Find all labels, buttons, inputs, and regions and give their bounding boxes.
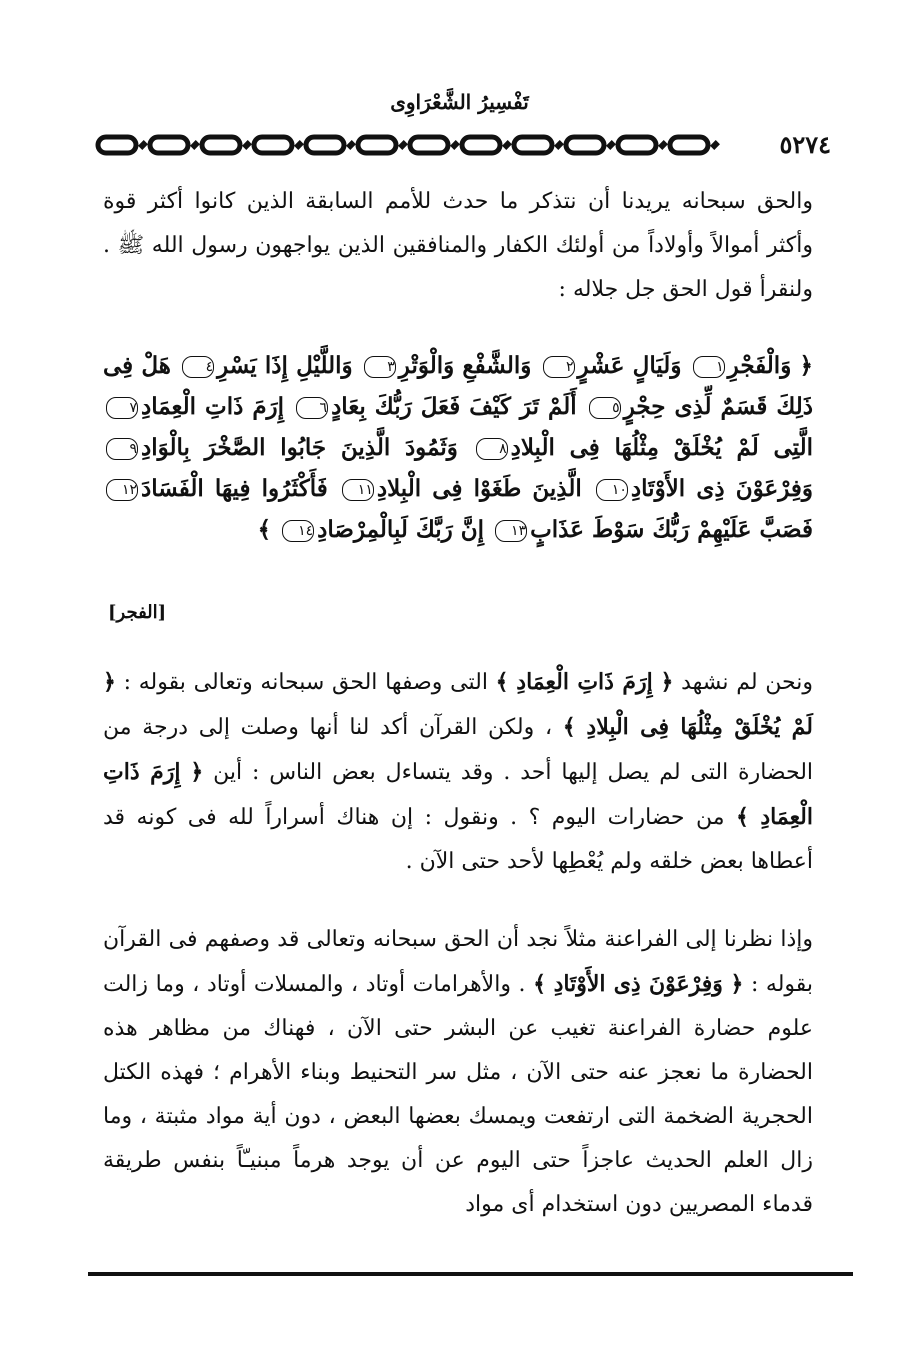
ayah-number: ١٢ — [106, 479, 138, 501]
verse-text: وَفِرْعَوْنَ ذِى الأَوْتَادِ — [630, 475, 813, 502]
quote-close-bracket: ﴾ — [735, 804, 749, 830]
text-run: وإذا نظرنا إلى الفراعنة مثلاً نجد أن الحق سبحانه وتعالى قد وصفهم فى القرآن بقوله : — [103, 927, 814, 997]
ayah-number: ٨ — [476, 438, 508, 460]
verse-open-bracket: ﴿ — [799, 352, 813, 379]
ayah-number: ٧ — [106, 397, 138, 419]
quran-verse-block — [103, 345, 813, 550]
surah-reference: [الفجر] — [108, 602, 167, 623]
ayah-number: ١٣ — [495, 520, 527, 542]
header-chain-ornament — [88, 130, 848, 160]
quote-close-bracket: ﴾ — [533, 971, 546, 997]
text-run: ونحن لم نشهد — [681, 670, 814, 695]
footer-rule — [88, 1272, 853, 1276]
quote-close-bracket: ﴾ — [562, 714, 576, 740]
text-run: التى وصفها الحق سبحانه وتعالى بقوله : — [123, 670, 488, 695]
inline-quran-quote: وَفِرْعَوْنَ ذِى الأَوْتَادِ — [553, 971, 723, 997]
verse-text: الَّذِينَ طَغَوْا فِى الْبِلادِ — [376, 475, 582, 502]
quote-close-bracket: ﴾ — [495, 669, 509, 695]
ayah-number: ٦ — [296, 397, 328, 419]
verse-text: وَالْفَجْرِ — [727, 352, 792, 379]
text-run: ، ولكن القرآن أكد لنا أنها وصلت إلى درجة من الحضارة التى لم يصل إليها أحد . وقد يتساءل بعض الناس : أين — [103, 715, 814, 785]
ayah-number: ٥ — [589, 397, 621, 419]
ayah-number: ١١ — [342, 479, 374, 501]
ayah-number: ١ — [693, 356, 725, 378]
ayah-number: ٢ — [543, 356, 575, 378]
intro-paragraph: والحق سبحانه يريدنا أن نتذكر ما حدث للأمم السابقة الذين كانوا أكثر قوة وأكثر أموالاً وأولاداً من أولئك الكفار والمنافقين الذين يواجهون رسول الله ﷺ . ولنقرأ قول الحق جل جلاله : — [103, 189, 813, 302]
ayah-number: ٤ — [182, 356, 214, 378]
paragraph-pharaohs — [103, 918, 813, 1227]
quote-open-bracket: ﴿ — [190, 759, 204, 785]
text-run: من حضارات اليوم ؟ . ونقول : إن هناك أسراراً لله فى كونه قد أعطاها بعض خلقه ولم يُعْطِها لأحد حتى الآن . — [103, 805, 813, 874]
verse-text: أَلَمْ تَرَ كَيْفَ فَعَلَ رَبُّكَ بِعَادٍ — [331, 393, 577, 420]
verse-text: وَلَيَالٍ عَشْرٍ — [577, 352, 682, 379]
quote-open-bracket: ﴿ — [730, 971, 744, 997]
page-number: ٥٢٧٤ — [773, 131, 837, 159]
verse-text: وَثَمُودَ الَّذِينَ جَابُوا الصَّخْرَ بِالْوَادِ — [141, 434, 458, 461]
ayah-number: ٩ — [106, 438, 138, 460]
verse-text: إِنَّ رَبَّكَ لَبِالْمِرْصَادِ — [317, 516, 485, 543]
verse-text: وَاللَّيْلِ إِذَا يَسْرِ — [217, 352, 353, 379]
verse-text: فَصَبَّ عَلَيْهِمْ رَبُّكَ سَوْطَ عَذَابٍ — [530, 516, 813, 543]
ayah-number: ١٤ — [282, 520, 314, 542]
inline-quran-quote: إِرَمَ ذَاتِ الْعِمَادِ — [103, 759, 813, 830]
verse-text: وَالشَّفْعِ وَالْوَتْرِ — [398, 352, 532, 379]
verse-text: الَّتِى لَمْ يُخْلَقْ مِثْلُهَا فِى الْبِلادِ — [510, 434, 813, 461]
ayah-number: ١٠ — [596, 479, 628, 501]
quote-open-bracket: ﴿ — [103, 669, 116, 695]
inline-quran-quote: لَمْ يُخْلَقْ مِثْلُهَا فِى الْبِلادِ — [586, 714, 813, 740]
header-emblem: تَفْسِيرُ الشَّعْرَاوِى — [390, 90, 529, 114]
text-run: . والأهرامات أوتاد ، والمسلات أوتاد ، وما زالت علوم حضارة الفراعنة تغيب عن البشر حتى الآن ، فهناك من مظاهر هذه الحضارة ما نعجز عنه حتى الآن ، مثل سر التحنيط وبناء الأهرام ؛ فهذه الكتل الحجرية الضخمة التى ارتفعت ويمسك بعضها البعض ، دون أية مواد مثبتة ، وما زال العلم الحديث عاجزاً حتى اليوم عن أن يوجد هرماً مبنيـّاً بنفس طريقة قدماء المصريين دون استخدام أى مواد — [103, 972, 813, 1217]
inline-quran-quote: إِرَمَ ذَاتِ الْعِمَادِ — [516, 669, 653, 695]
ayah-number: ٣ — [364, 356, 396, 378]
verse-text: هَلْ فِى ذَلِكَ قَسَمٌ لِّذِى حِجْرٍ — [103, 352, 813, 420]
verse-close-bracket: ﴾ — [257, 516, 272, 543]
verse-text: إِرَمَ ذَاتِ الْعِمَادِ — [141, 393, 285, 420]
paragraph-iram — [103, 660, 813, 884]
quote-open-bracket: ﴿ — [660, 669, 674, 695]
verse-text: فَأَكْثَرُوا فِيهَا الْفَسَادَ — [141, 475, 328, 502]
